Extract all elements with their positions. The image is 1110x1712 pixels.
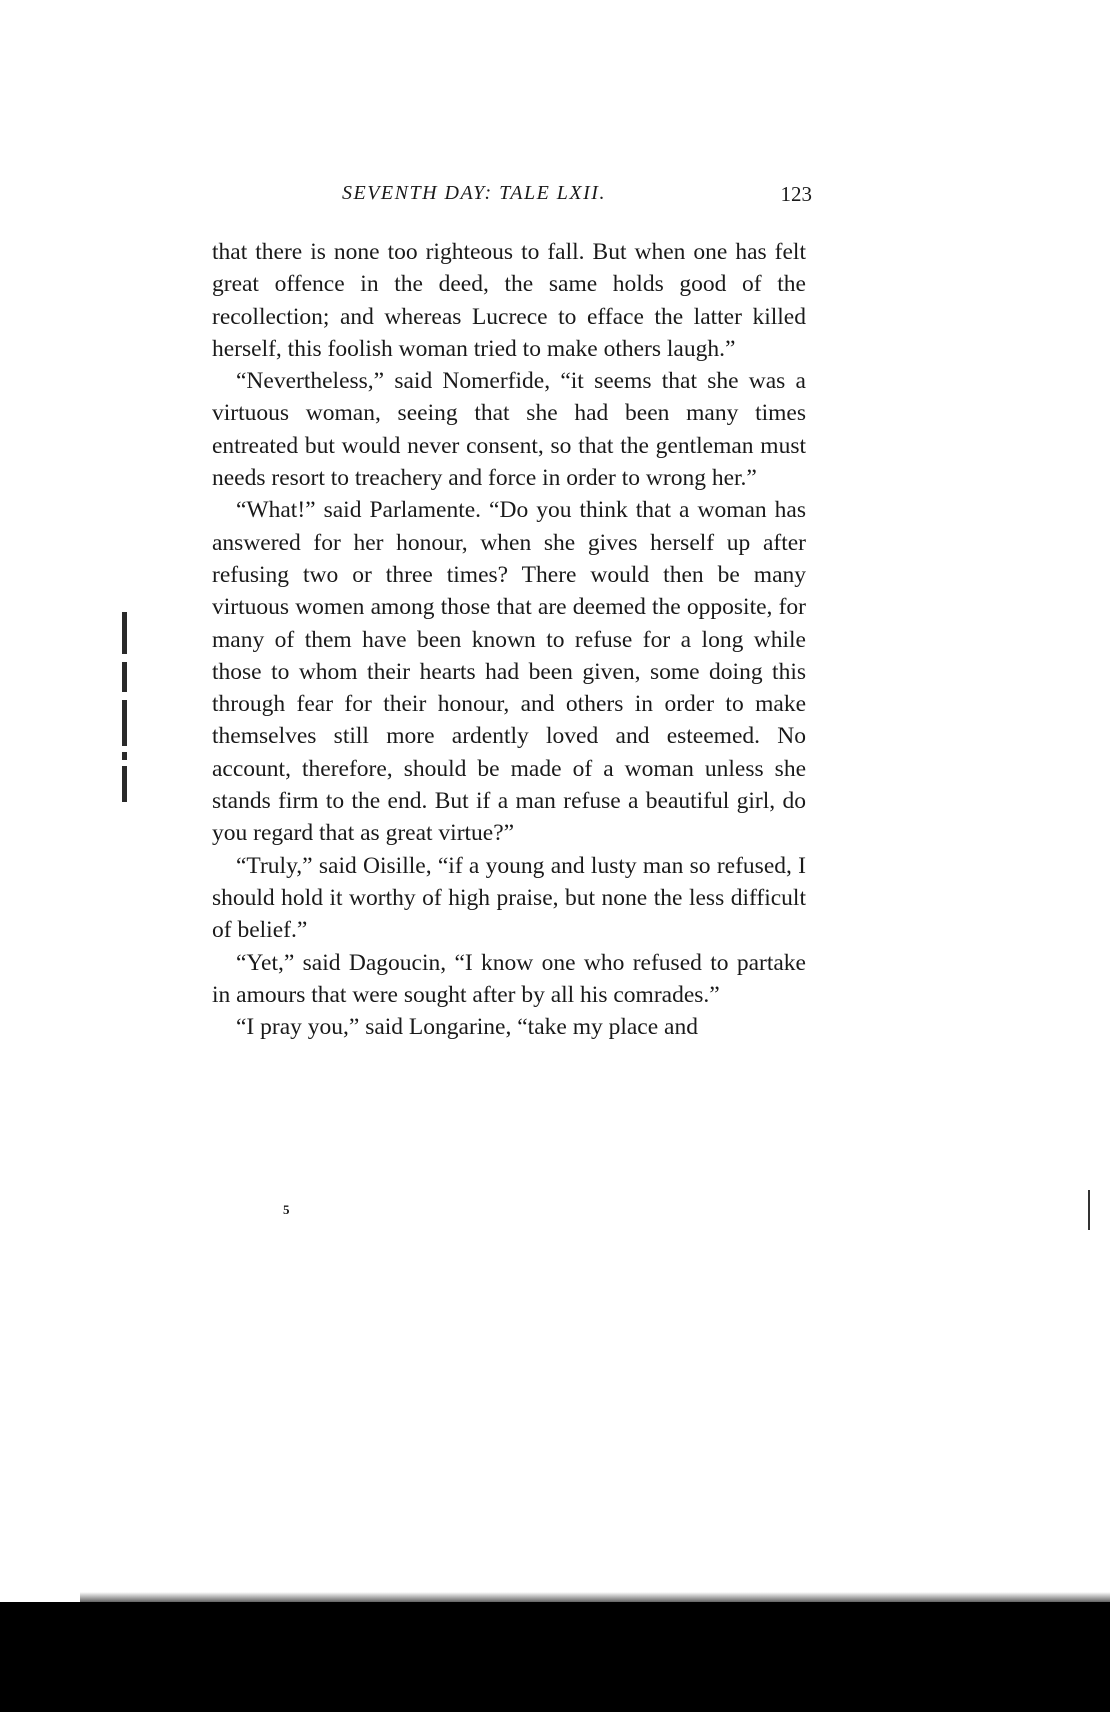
paragraph: “Nevertheless,” said Nomerfide, “it seems that she was a virtuous woman, seeing that she had been many times entreated but would never consent, so that the gentleman must needs resort to treachery and force in order to wrong her.” <box>212 368 806 492</box>
body-text <box>212 236 806 1043</box>
binding-mark <box>120 612 128 802</box>
paragraph: “Truly,” said Oisille, “if a young and lusty man so refused, I should hold it worthy of high praise, but none the less difficult of belief.” <box>212 852 806 944</box>
paragraph: that there is none too righteous to fall. But when one has felt great offence in the deed, the same holds good of the recollection; and whereas Lucrece to efface the latter killed herself, this foolish woman tried to make others laugh.” <box>212 239 806 362</box>
paragraph: “Yet,” said Dagoucin, “I know one who refused to partake in amours that were sought after by all his comrades.” <box>212 949 806 1008</box>
running-header <box>212 182 812 212</box>
page-number: 123 <box>780 182 812 206</box>
paragraph: “What!” said Parlamente. “Do you think that a woman has answered for her honour, when she gives herself up after refusing two or three times? There would then be many virtuous women among those that are deemed the opposite, for many of them have been known to refuse for a long while those to whom their hearts had been given, some doing this through fear for their honour, and others in order to make themselves still more ardently loved and esteemed. No account, therefore, should be made of a woman unless she stands firm to the end. But if a man refuse a beautiful girl, do you regard that as great virtue?” <box>212 497 806 847</box>
running-title: SEVENTH DAY: TALE LXII. <box>342 182 606 204</box>
scan-bottom-band <box>0 1602 1110 1712</box>
paragraph: “I pray you,” said Longarine, “take my place and <box>236 1014 698 1041</box>
scan-mark <box>1088 1190 1090 1230</box>
signature-mark: 5 <box>283 1202 290 1217</box>
